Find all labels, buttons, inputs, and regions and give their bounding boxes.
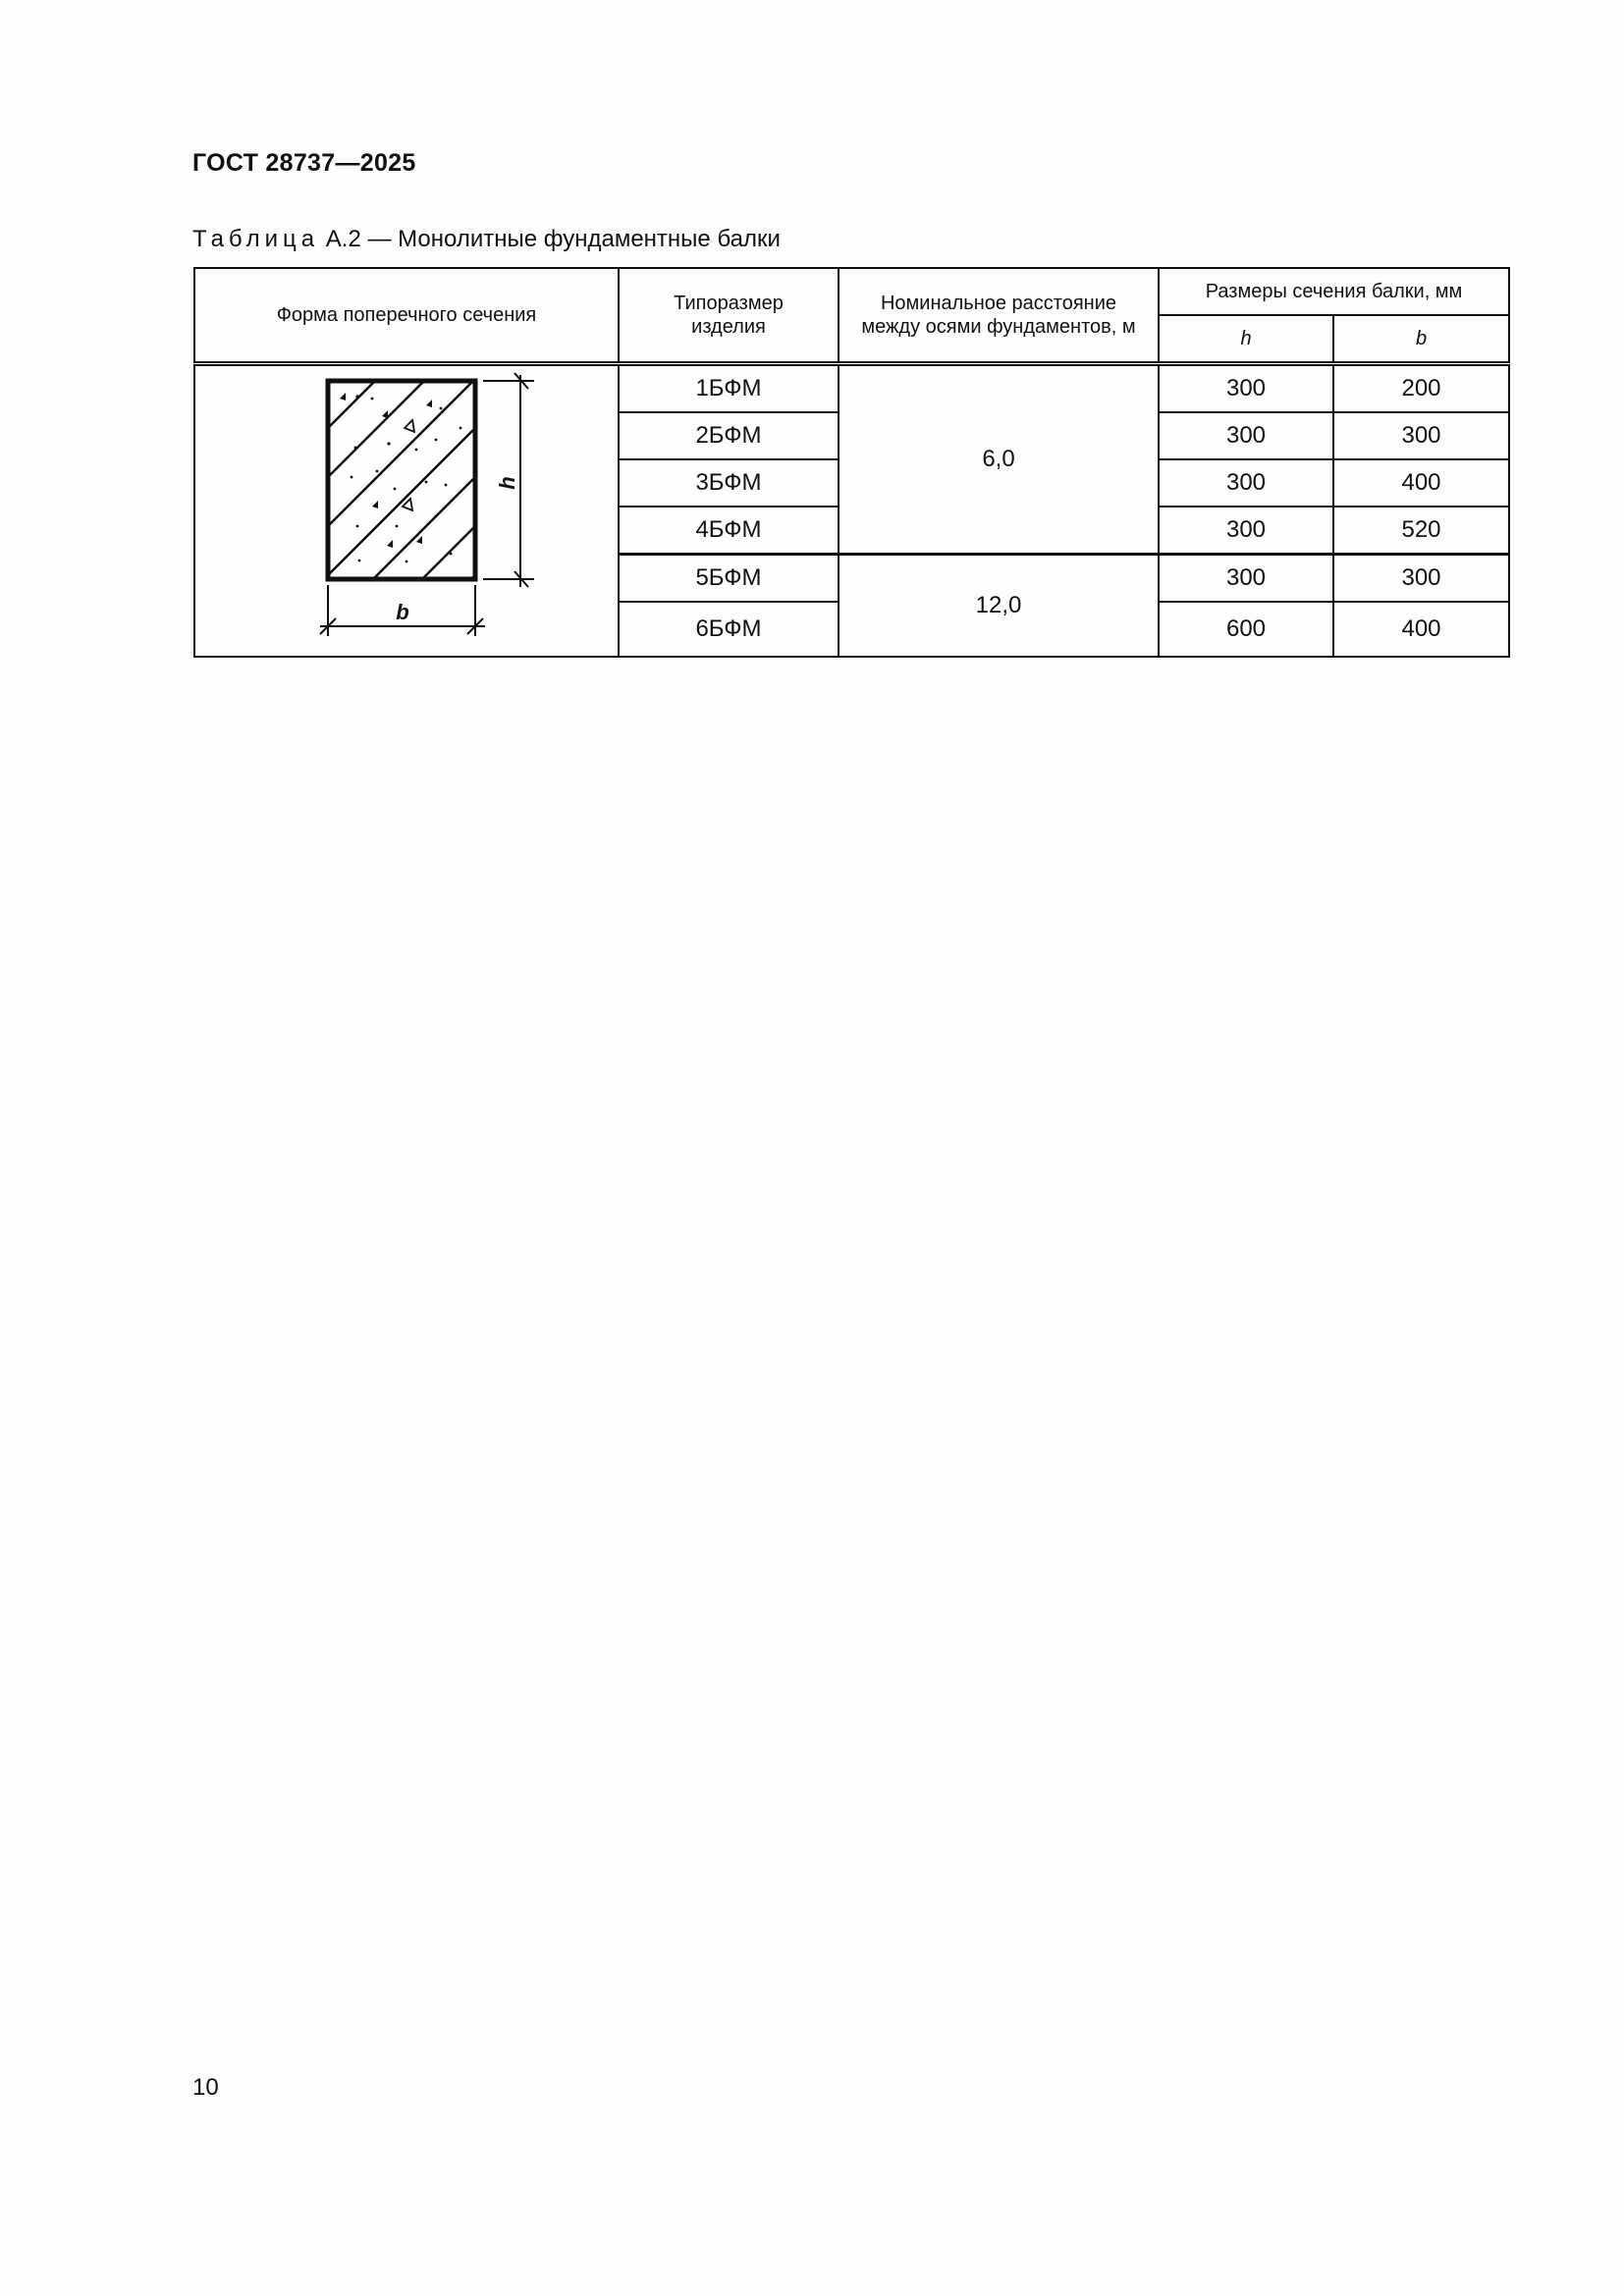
distance-cell: 6,0 (839, 364, 1159, 555)
h-cell: 300 (1159, 555, 1333, 603)
col-header-shape: Форма поперечного сечения (194, 268, 619, 364)
b-cell: 300 (1333, 555, 1509, 603)
col-header-b: b (1333, 315, 1509, 364)
col-header-distance: Номинальное расстояние между осями фундаментов, м (839, 268, 1159, 364)
b-cell: 300 (1333, 412, 1509, 459)
foundation-beams-table (193, 267, 1510, 658)
concrete-aggregate-marks (340, 393, 461, 562)
col-header-h: h (1159, 315, 1333, 364)
height-label: h (495, 475, 519, 490)
col-header-dims: Размеры сечения балки, мм (1159, 268, 1509, 315)
table-caption-label: Таблица (192, 226, 320, 252)
width-label: b (396, 599, 409, 624)
b-cell: 400 (1333, 602, 1509, 657)
b-cell: 520 (1333, 507, 1509, 555)
cross-section-figure (194, 364, 619, 658)
table-caption (192, 226, 781, 253)
h-cell: 600 (1159, 602, 1333, 657)
page-number: 10 (192, 2074, 219, 2101)
b-cell: 200 (1333, 364, 1509, 413)
beam-cross-section-drawing (279, 369, 534, 654)
distance-cell: 12,0 (839, 555, 1159, 658)
type-cell: 6БФМ (619, 602, 839, 657)
table-caption-text: А.2 — Монолитные фундаментные балки (325, 226, 781, 252)
h-cell: 300 (1159, 412, 1333, 459)
b-cell: 400 (1333, 459, 1509, 507)
col-header-type: Типоразмер изделия (619, 268, 839, 364)
hatch-pattern (328, 369, 534, 654)
type-cell: 3БФМ (619, 459, 839, 507)
h-cell: 300 (1159, 364, 1333, 413)
document-header: ГОСТ 28737—2025 (192, 149, 416, 177)
h-cell: 300 (1159, 459, 1333, 507)
type-cell: 4БФМ (619, 507, 839, 555)
type-cell: 2БФМ (619, 412, 839, 459)
h-cell: 300 (1159, 507, 1333, 555)
type-cell: 5БФМ (619, 555, 839, 603)
type-cell: 1БФМ (619, 364, 839, 413)
